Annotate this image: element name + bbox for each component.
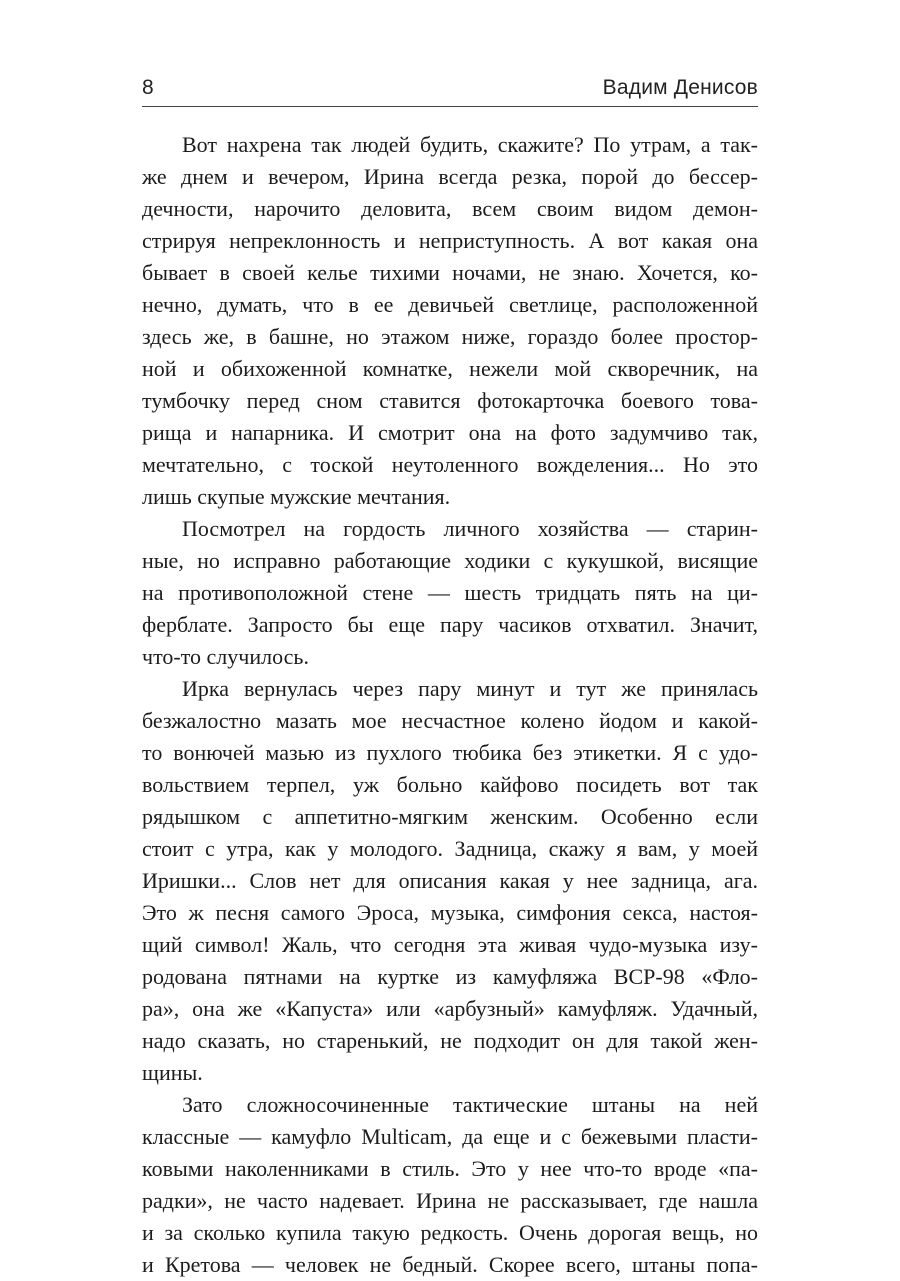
- text-line: надо сказать, но старенький, не подходит он для такой жен-: [142, 1028, 758, 1053]
- text-line: стоит с утра, как у молодого. Задница, скажу я вам, у моей: [142, 836, 758, 861]
- text-line: мечтательно, с тоской неутоленного вожделения... Но это: [142, 452, 758, 477]
- running-head-author: Вадим Денисов: [602, 76, 758, 99]
- text-line: Это ж песня самого Эроса, музыка, симфония секса, настоя-: [142, 900, 758, 925]
- running-head: [142, 70, 758, 106]
- text-line: нечно, думать, что в ее девичьей светлице, расположенной: [142, 292, 758, 317]
- text-line: ные, но исправно работающие ходики с кукушкой, висящие: [142, 548, 758, 573]
- text-line: тумбочку перед сном ставится фотокарточка боевого това-: [142, 388, 758, 413]
- text-line: классные — камуфло Multicam, да еще и с бежевыми пласти-: [142, 1124, 758, 1149]
- text-line: радки», не часто надевает. Ирина не рассказывает, где нашла: [142, 1188, 758, 1213]
- text-line: Зато сложносочиненные тактические штаны на ней: [182, 1092, 758, 1117]
- text-line: Вот нахрена так людей будить, скажите? По утрам, а так-: [182, 132, 758, 157]
- text-line: на противоположной стене — шесть тридцать пять на ци-: [142, 580, 758, 605]
- text-line: щины.: [142, 1060, 203, 1085]
- text-line: и за сколько купила такую редкость. Очень дорогая вещь, но: [142, 1220, 758, 1245]
- header-rule: [142, 106, 758, 107]
- text-line: Посмотрел на гордость личного хозяйства — старин-: [182, 516, 758, 541]
- text-line: дечности, нарочито деловита, всем своим видом демон-: [142, 196, 758, 221]
- text-line: ра», она же «Капуста» или «арбузный» камуфляж. Удачный,: [142, 996, 758, 1021]
- text-line: стрируя непреклонность и неприступность. А вот какая она: [142, 228, 758, 253]
- text-line: лишь скупые мужские мечтания.: [142, 484, 451, 509]
- text-line: же днем и вечером, Ирина всегда резка, порой до бессер-: [142, 164, 758, 189]
- text-line: Ирка вернулась через пару минут и тут же принялась: [182, 676, 758, 701]
- text-line: здесь же, в башне, но этажом ниже, гораздо более простор-: [142, 324, 758, 349]
- text-line: ной и обихоженной комнатке, нежели мой скворечник, на: [142, 356, 758, 381]
- page-number: 8: [142, 76, 154, 99]
- text-line: что-то случилось.: [142, 644, 309, 669]
- text-line: родована пятнами на куртке из камуфляжа ВСР-98 «Фло-: [142, 964, 758, 989]
- text-line: ковыми наколенниками в стиль. Это у нее что-то вроде «па-: [142, 1156, 758, 1181]
- text-line: вольствием терпел, уж больно кайфово посидеть вот так: [142, 772, 758, 797]
- text-line: бывает в своей келье тихими ночами, не знаю. Хочется, ко-: [142, 260, 758, 285]
- text-line: и Кретова — человек не бедный. Скорее всего, штаны попа-: [142, 1252, 758, 1277]
- text-line: безжалостно мазать мое несчастное колено йодом и какой-: [142, 708, 758, 733]
- text-line: ферблате. Запросто бы еще пару часиков отхватил. Значит,: [142, 612, 758, 637]
- text-line: то вонючей мазью из пухлого тюбика без этикетки. Я с удо-: [142, 740, 758, 765]
- text-line: щий символ! Жаль, что сегодня эта живая чудо-музыка изу-: [142, 932, 758, 957]
- text-line: рядышком с аппетитно-мягким женским. Особенно если: [142, 804, 758, 829]
- body-text: [142, 129, 758, 1281]
- text-line: рища и напарника. И смотрит она на фото задумчиво так,: [142, 420, 758, 445]
- text-line: Иришки... Слов нет для описания какая у нее задница, ага.: [142, 868, 758, 893]
